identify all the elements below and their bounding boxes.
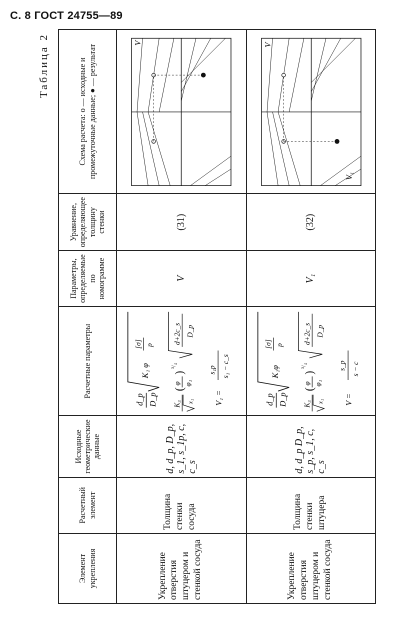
geometry-line-1: d, d_p, D_p, — [164, 423, 176, 474]
formula-frac-num: d_p — [265, 393, 275, 407]
row-formula — [246, 306, 376, 416]
formula-frac-den: D_p — [277, 392, 287, 408]
header-params: Расчетные параметры — [59, 306, 117, 416]
page-header: С. 8 ГОСТ 24755—89 — [10, 10, 123, 22]
header-scheme: Схема расчета: о — исходные и промежуточные данные; ● — результат — [59, 30, 117, 194]
formula-v-lhs: V = — [344, 393, 354, 407]
row-geometry — [246, 416, 376, 477]
formula-sum-den: D_p — [185, 325, 195, 339]
formula-phi1: φ₁ — [183, 380, 193, 387]
nomogram-diagram — [117, 30, 246, 193]
geometry-line-1: d, d_p D_p, — [294, 426, 306, 474]
diagram-label-v: V — [263, 42, 273, 48]
formula-graphic — [117, 307, 246, 416]
header-calc-element: Расчетный элемент — [59, 477, 117, 533]
formula-p: p — [144, 343, 154, 348]
diagram-label-v1: V₁ — [344, 172, 354, 181]
header-element: Элемент укрепления — [59, 533, 117, 603]
formula-frac-den: D_p — [148, 392, 158, 408]
formula-v-den: s₁ − c_s — [221, 354, 231, 379]
header-geometry: Исходные геометрические данные — [59, 416, 117, 477]
formula-k1: K₁φ — [270, 365, 280, 379]
formula-sum-num: d+2c_s — [301, 323, 311, 346]
formula-p: p — [274, 343, 284, 348]
row-element: Укрепление отверстия штуцером и стенкой сосуда — [117, 533, 247, 603]
formula-frac-num: d_p — [135, 393, 145, 407]
row-equation: (32) — [246, 194, 376, 251]
table-header-row — [59, 30, 117, 604]
diagram-label-v: V — [133, 40, 143, 46]
header-wall-def: Уравнение, определяющее толщину стенки — [59, 194, 117, 251]
formula-v-num: s₁p — [207, 365, 217, 375]
row-element: Укрепление отверстия штуцером и стенкой сосуда — [246, 533, 376, 603]
formula-phi: φ — [301, 381, 311, 387]
formula-k1: K₁ φ — [141, 363, 151, 379]
formula-sigma: [σ] — [263, 339, 273, 350]
header-param-computed: Параметры, определяемые по номограмме — [59, 251, 117, 307]
formula-x1: x₁ — [187, 399, 195, 405]
row-param: V — [117, 251, 247, 307]
rotated-table-block — [36, 29, 376, 604]
svg-text:(: ( — [174, 387, 187, 392]
row-calc-element: Толщина стенки штуцера — [246, 477, 376, 533]
formula-v-num: s_p — [336, 361, 346, 372]
row-geometry — [117, 416, 247, 477]
formula-exp: ³/₄ — [300, 363, 308, 370]
formula-v-lhs: V₁ = — [214, 390, 224, 407]
row-scheme — [246, 30, 376, 194]
calc-table — [58, 29, 376, 604]
formula-v-den: s − c — [350, 362, 360, 377]
formula-exp: ³/₄ — [170, 363, 178, 370]
formula-graphic — [247, 307, 376, 416]
formula-sum-num: d+2c_s — [172, 323, 182, 346]
formula-phi: φ — [172, 381, 182, 387]
svg-text:(: ( — [303, 387, 316, 392]
table-row — [117, 30, 247, 604]
row-formula — [117, 306, 247, 416]
nomogram-diagram — [247, 30, 376, 193]
svg-text:): ) — [174, 371, 187, 375]
svg-text:): ) — [303, 371, 316, 375]
table-row — [246, 30, 376, 604]
formula-sum-den: D_p — [314, 325, 324, 339]
formula-phi1: φ₁ — [312, 380, 322, 387]
row-equation: (31) — [117, 194, 247, 251]
row-scheme — [117, 30, 247, 194]
formula-x1: x₁ — [316, 399, 324, 405]
formula-k3: K₃ — [301, 400, 311, 409]
row-calc-element: Толщина стенки сосуда — [117, 477, 247, 533]
formula-sigma: [σ] — [133, 339, 143, 350]
geometry-line-2: s_p, s_1, c, c_s — [305, 428, 328, 474]
geometry-line-2: s_1, s_1p, c, c_s — [175, 423, 198, 474]
table-caption: Таблица 2 — [38, 33, 50, 99]
formula-k3: K₃ — [172, 400, 182, 409]
row-param: V₁ — [246, 251, 376, 307]
